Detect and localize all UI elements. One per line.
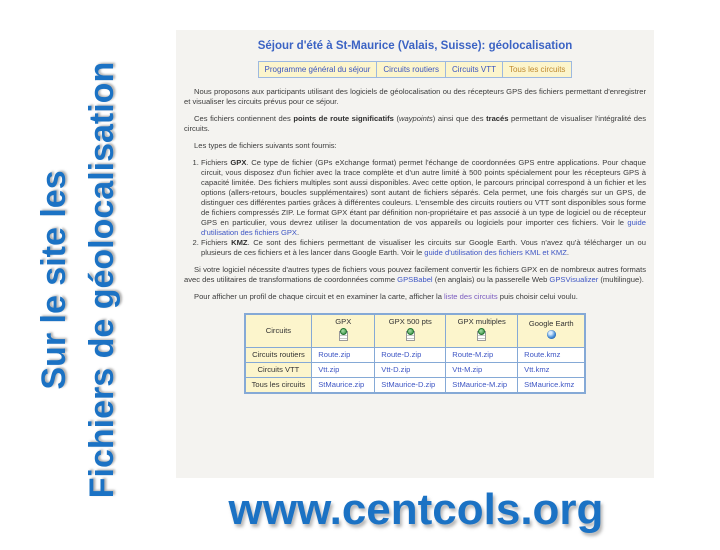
table-header-label: Circuits [265, 325, 292, 335]
table-cell [518, 378, 586, 394]
nav-item-tous-les-circuits[interactable]: Tous les circuits [502, 62, 571, 77]
download-link-route-kmz[interactable]: Route.kmz [524, 350, 561, 359]
table-cell [518, 363, 586, 378]
table-cell [518, 348, 586, 363]
gpx-file-icon [476, 328, 487, 341]
gpx-file-icon [405, 328, 416, 341]
table-cell [446, 348, 518, 363]
nav-item-circuits-vtt[interactable]: Circuits VTT [445, 62, 502, 77]
row-header-circuits-routiers: Circuits routiers [245, 348, 312, 363]
table-header-gpx-multiples [446, 314, 518, 348]
table-cell [375, 348, 446, 363]
table-header-label: Google Earth [528, 319, 574, 328]
gpsbabel-link[interactable]: GPSBabel [397, 275, 433, 284]
webpage-screenshot [176, 30, 654, 478]
table-cell [312, 348, 375, 363]
nav-item-programme-general[interactable]: Programme général du séjour [264, 65, 371, 74]
google-earth-icon [547, 330, 556, 339]
gpx-list-item: 1. Fichiers GPX. Ce type de fichier (GPs eXchange format) permet l'échange de coordonnées GPS entre applications. Pour chaque circuit, vous disposez d'un fichier avec la trace complète et d'un autre limité à 500 points spécialement pour les récepteurs GPS à capacité limitée. Des fichiers multiples sont aussi disponibles. Avec cette option, le parcours principal correspond à un fichier et les options (allers-retours, boucles supplémentaires) sont autant de fichiers séparés. Cela permet, une fois chargés sur un GPS, de distinguer ces différentes parties grâces à différentes couleurs. L'ensemble des circuits routiers ou VTT sont disponibles sous forme de fichiers compressés ZIP. Le format GPX étant par définition non-propriétaire et pas associé à un type de logiciel ou de récepteur GPS en particulier, vous devrez utiliser la documentation de vos appareils ou logiciels pour importer ces fichiers. Voir le guide d'utilisation des fichiers GPX. [201, 158, 646, 238]
vertical-title-line1: Sur le site les [35, 170, 73, 390]
gpx-guide-link[interactable]: guide d'utilisation des fichiers GPX [201, 218, 646, 237]
website-url: www.centcols.org [228, 485, 604, 534]
profile-paragraph: Pour afficher un profil de chaque circuit et en examiner la carte, afficher la liste des circuits puis choisir celui voulu. [194, 292, 578, 301]
download-link-vtt-m-zip[interactable]: Vtt-M.zip [452, 365, 483, 374]
table-header-circuits [245, 314, 312, 348]
table-header-label: GPX 500 pts [388, 317, 432, 326]
vertical-title-line2: Fichiers de géolocalisation [83, 61, 121, 499]
table-header-google-earth [518, 314, 586, 348]
intro-paragraph-1: Nous proposons aux participants utilisant des logiciels de géolocalisation ou des récepteurs GPS des fichiers permettant d'enregistrer et visualiser les circuits prévus pour ce séjour. [184, 87, 646, 106]
download-link-vtt-zip[interactable]: Vtt.zip [318, 365, 340, 374]
bold-text: KMZ [231, 238, 248, 247]
table-cell [375, 363, 446, 378]
green-globe-dot [407, 328, 414, 335]
table-row [245, 348, 586, 363]
bold-text: tracés [486, 114, 509, 123]
table-header-label: GPX multiples [457, 317, 506, 326]
files-table-header-row [245, 314, 586, 348]
download-link-route-m-zip[interactable]: Route-M.zip [452, 350, 494, 359]
download-link-vtt-d-zip[interactable]: Vtt-D.zip [381, 365, 411, 374]
nav-bar-inner [258, 61, 573, 78]
table-header-gpx-500 [375, 314, 446, 348]
convert-paragraph: Si votre logiciel nécessite d'autres types de fichiers vous pouvez facilement convertir les fichiers GPX en de nombreux autres formats avec des utilitaires de transformations de coordonnées comme GPSBabel (en anglais) ou la passerelle Web GPSVisualizer (multilingue). [184, 265, 646, 284]
download-link-stmaurice-kmz[interactable]: StMaurice.kmz [524, 380, 575, 389]
table-header-gpx [312, 314, 375, 348]
nav-bar [176, 61, 654, 78]
download-link-route-zip[interactable]: Route.zip [318, 350, 351, 359]
bold-text: GPX [230, 158, 247, 167]
page-content [184, 87, 646, 394]
page-title: Séjour d'été à St-Maurice (Valais, Suisse): géolocalisation [257, 40, 573, 52]
italic-text: waypoints [398, 114, 433, 123]
table-cell [446, 363, 518, 378]
list-intro: Les types de fichiers suivants sont fournis: [194, 141, 337, 150]
nav-item-circuits-routiers[interactable]: Circuits routiers [376, 62, 445, 77]
row-header-circuits-vtt: Circuits VTT [245, 363, 312, 378]
table-row [245, 363, 586, 378]
download-link-route-d-zip[interactable]: Route-D.zip [381, 350, 422, 359]
vertical-title [30, 10, 140, 550]
table-header-label: GPX [335, 317, 352, 326]
download-link-stmaurice-m-zip[interactable]: StMaurice-M.zip [452, 380, 508, 389]
intro-paragraph-2: Ces fichiers contiennent des points de route significatifs (waypoints) ainsi que des tracés permettant de visualiser l'intégralité des circuits. [184, 114, 647, 133]
table-cell [312, 378, 375, 394]
file-type-list [188, 158, 646, 258]
gpx-file-icon [338, 328, 349, 341]
download-link-stmaurice-d-zip[interactable]: StMaurice-D.zip [381, 380, 436, 389]
kmz-list-item: 2. Fichiers KMZ. Ce sont des fichiers permettant de visualiser les circuits sur Google Earth. Vous n'avez qu'à télécharger un ou plusieurs de ces fichiers et à les lancer dans Google Earth. Voir le guide d'utilisation des fichiers KML et KMZ. [201, 238, 646, 258]
table-cell [446, 378, 518, 394]
bold-text: points de route significatifs [293, 114, 394, 123]
row-header-tous-les-circuits: Tous les circuits [245, 378, 312, 394]
table-cell [375, 378, 446, 394]
table-cell [312, 363, 375, 378]
circuits-list-link[interactable]: liste des circuits [444, 292, 498, 301]
green-globe-dot [340, 328, 347, 335]
download-link-stmaurice-zip[interactable]: StMaurice.zip [318, 380, 365, 389]
table-row [245, 378, 586, 394]
download-link-vtt-kmz[interactable]: Vtt.kmz [524, 365, 550, 374]
files-table [244, 313, 587, 394]
kml-kmz-guide-link[interactable]: guide d'utilisation des fichiers KML et KMZ [424, 248, 567, 257]
gpsvisualizer-link[interactable]: GPSVisualizer [549, 275, 599, 284]
